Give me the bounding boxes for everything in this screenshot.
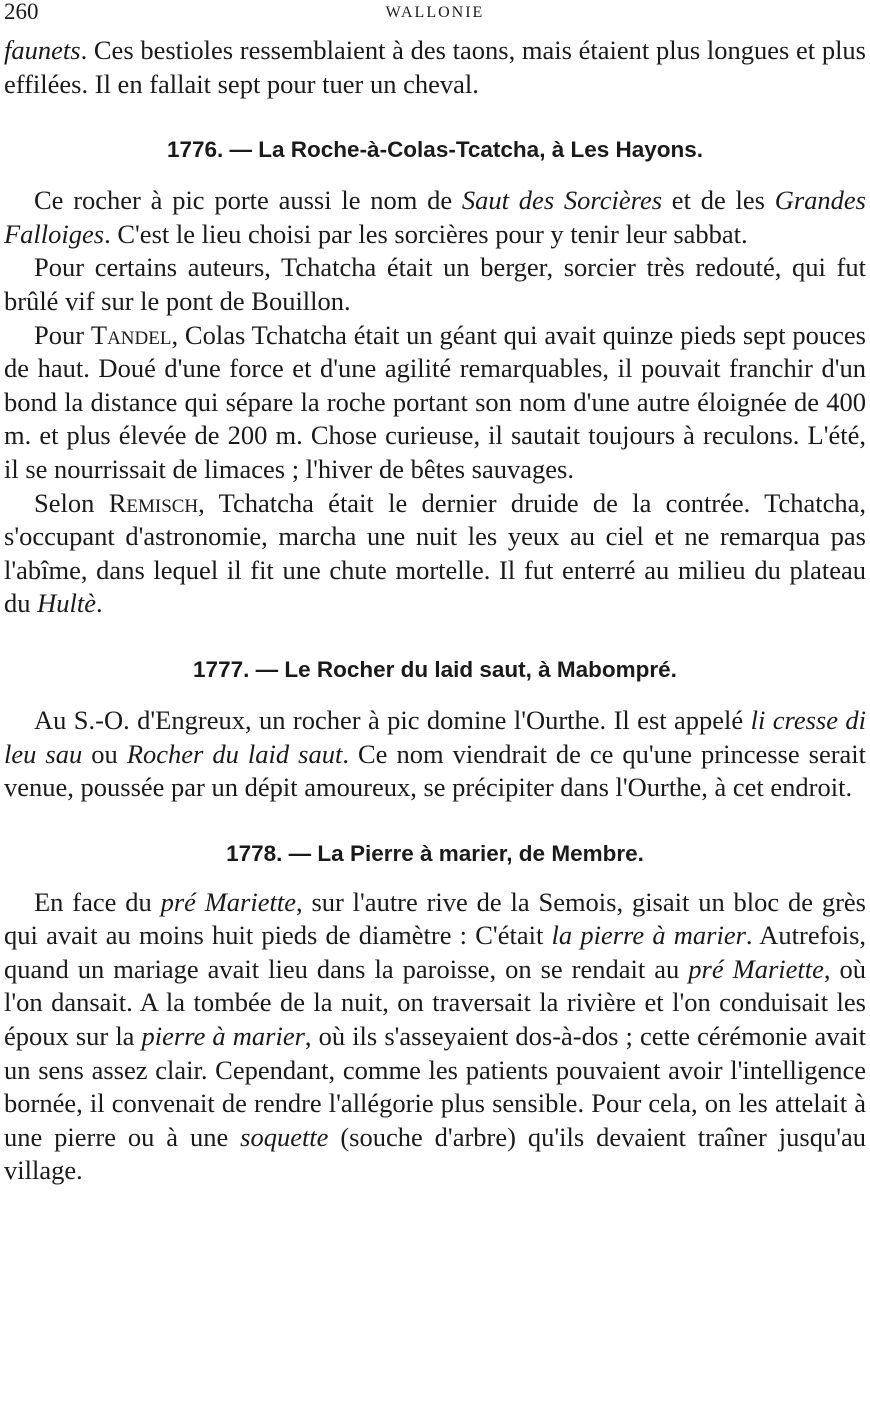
text-run: , où ils s'asseyaient dos-à-dos ; cette cérémonie avait un sens assez clair. Cependant, comme les patients pouvaient avoir l'intelligence bornée, il convenait de rendre l'allégorie plus sensible. Pour cela, on les attelait à une pierre ou à une <box>4 1021 866 1152</box>
page-header <box>4 0 866 34</box>
paragraph-1776-2: Pour certains auteurs, Tchatcha était un berger, sorcier très redouté, qui fut brûlé vif sur le pont de Bouillon. <box>4 252 866 316</box>
text-run: Ce rocher à pic porte aussi le nom de <box>34 185 462 216</box>
paragraph-1776-4 <box>4 487 866 621</box>
section-heading-1776: 1776. — La Roche-à-Colas-Tcatcha, à Les Hayons. <box>166 137 704 163</box>
section-heading-1777: 1777. — Le Rocher du laid saut, à Mabompré. <box>193 656 677 682</box>
text-run: (souche d'arbre) qu'ils devaient traîner jusqu'au village. <box>4 1121 867 1186</box>
author-name: Tandel <box>90 319 172 350</box>
running-head: WALLONIE <box>385 4 485 21</box>
text-run: , Tchatcha était le dernier druide de la contrée. Tchatcha, s'occupant d'astronomie, marcha une nuit les yeux au ciel et ne remarqua pas l'abîme, dans lequel il fit une chute mortelle. Il fut enterré au milieu du plateau du <box>4 487 866 619</box>
paragraph-1776-1 <box>4 184 866 251</box>
italic-term: Rocher du laid saut <box>126 738 343 769</box>
text-run: Au S.-O. d'Engreux, un rocher à pic domine l'Ourthe. Il est appelé <box>34 704 751 735</box>
italic-term: soquette <box>240 1121 329 1152</box>
text-run: En face du <box>34 886 161 917</box>
italic-term: pierre à marier <box>141 1021 305 1052</box>
text-run: , sur l'autre rive de la Semois, gisait un bloc de grès qui avait au moins huit pieds de diamètre : C'était <box>4 886 866 951</box>
paragraph-1776-3 <box>4 319 866 487</box>
text-run: . <box>96 588 103 619</box>
text-run: Pour <box>34 319 91 350</box>
text-run: . Ce nom viendrait de ce qu'une princesse serait venue, poussée par un dépit amoureux, se précipiter dans l'Ourthe, à cet endroit. <box>4 738 867 803</box>
text-run: et de les <box>662 185 775 216</box>
text-run: . Autrefois, quand un mariage avait lieu dans la paroisse, on se rendait au <box>4 920 867 984</box>
italic-term: Saut des Sorcières <box>461 185 663 216</box>
italic-term: faunets <box>4 35 81 65</box>
italic-term: la pierre à marier <box>551 920 746 951</box>
text-run: , où l'on dansait. A la tombée de la nuit, on traversait la rivière et l'on conduisait les époux sur la <box>4 953 867 1052</box>
author-name: Remisch <box>108 487 199 518</box>
italic-term: Hultè <box>37 588 96 619</box>
text-run: , Colas Tchatcha était un géant qui avait quinze pieds sept pouces de haut. Doué d'une force et d'une agilité remarquables, il pouvait franchir d'un bond la distance qui sépare la roche portant son nom d'une autre éloignée de 400 m. et plus élevée de 200 m. Chose curieuse, il sautait toujours à reculons. L'été, il se nourrissait de limaces ; l'hiver de bêtes sauvages. <box>4 319 866 484</box>
continued-paragraph <box>4 34 866 101</box>
italic-term: li cresse di leu sau <box>4 704 866 769</box>
italic-term: pré Mariette <box>688 953 824 984</box>
page-number: 260 <box>4 0 39 24</box>
text-run: Selon <box>34 487 109 518</box>
text-run: . C'est le lieu choisi par les sorcières pour y tenir leur sabbat. <box>104 218 748 249</box>
paragraph-1777-1 <box>4 704 866 805</box>
text-run: . Ces bestioles ressemblaient à des taons, mais étaient plus longues et plus effilées. Il en fallait sept pour tuer un cheval. <box>4 35 866 99</box>
paragraph-1778-1 <box>4 886 866 1188</box>
section-heading-1778: 1778. — La Pierre à marier, de Membre. <box>226 840 644 866</box>
italic-term: pré Mariette <box>160 886 296 917</box>
italic-term: Grandes Falloiges <box>4 185 866 249</box>
text-run: ou <box>82 738 127 769</box>
